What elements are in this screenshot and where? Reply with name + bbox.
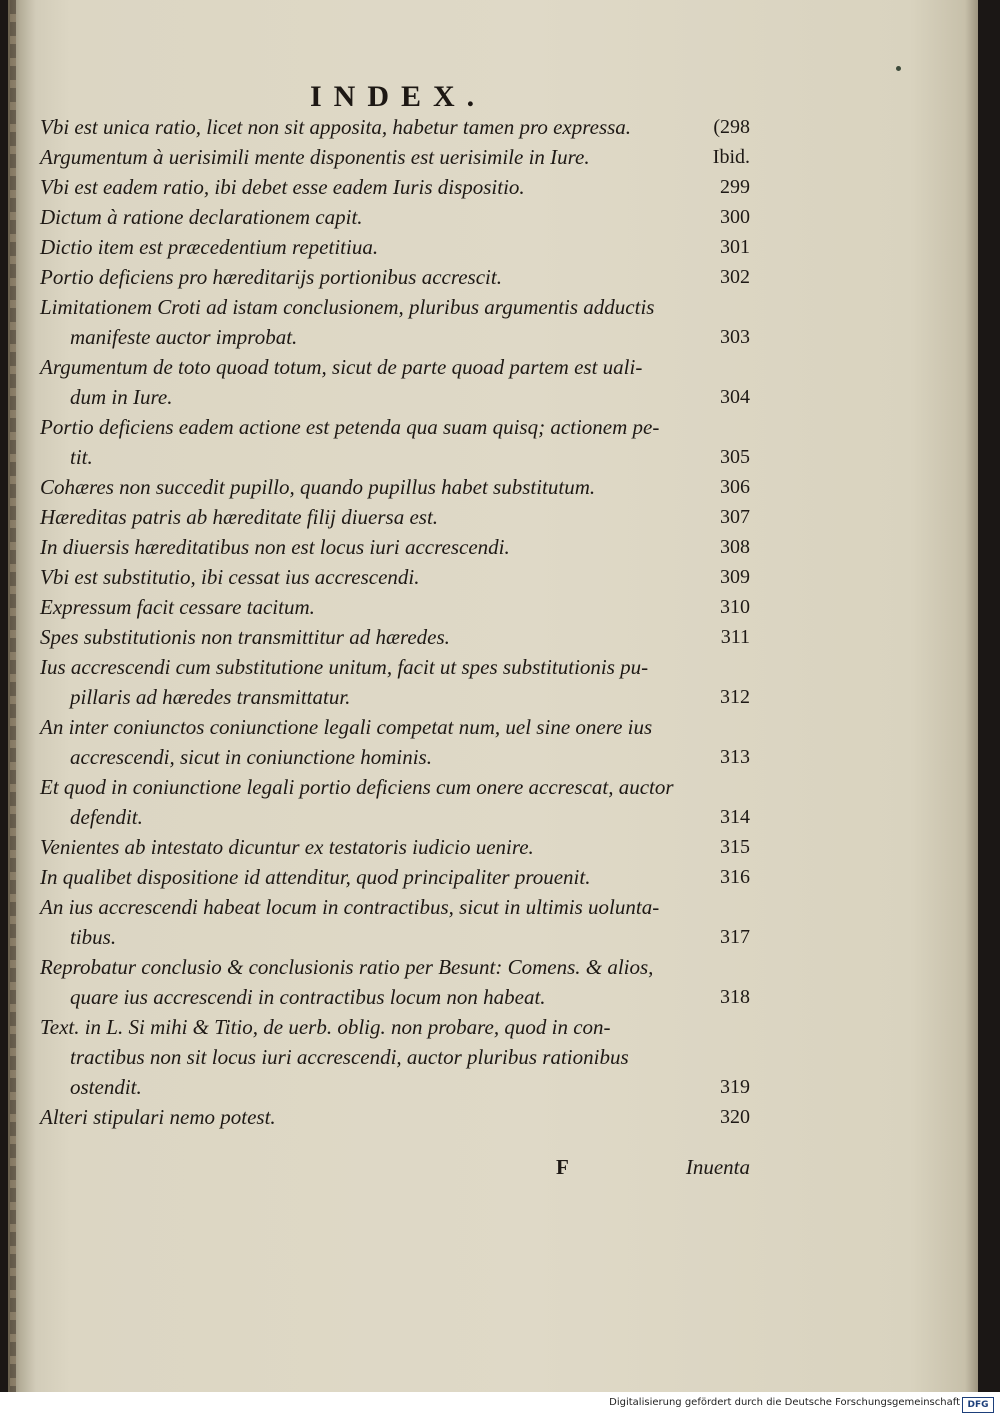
entry-text: Argumentum de toto quoad totum, sicut de parte quoad partem est uali- [40, 355, 643, 379]
entry-text: Alteri stipulari nemo potest. 320 [40, 1102, 750, 1132]
entry-text: Portio deficiens eadem actione est petenda qua suam quisq; actionem pe- [40, 415, 660, 439]
index-entry [40, 652, 750, 712]
entry-text-continuation: defendit. 314 [40, 802, 750, 832]
page-reference: 309 [720, 566, 750, 588]
entry-text: Reprobatur conclusio & conclusionis ratio per Besunt: Comens. & alios, [40, 955, 654, 979]
page-reference: 301 [720, 236, 750, 258]
index-entry [40, 892, 750, 952]
entry-text-continuation: tibus. 317 [40, 922, 750, 952]
index-entry [40, 232, 750, 262]
entry-text-continuation: tit. 305 [40, 442, 750, 472]
index-entry [40, 1102, 750, 1132]
index-entry [40, 712, 750, 772]
page-reference: 306 [720, 476, 750, 498]
dfg-logo: DFG [962, 1397, 994, 1413]
index-entry [40, 202, 750, 232]
page-reference: 315 [720, 836, 750, 858]
credit-text: Digitalisierung gefördert durch die Deutsche Forschungsgemeinschaft [609, 1397, 960, 1408]
index-entry [40, 772, 750, 832]
entry-text: An inter coniunctos coniunctione legali competat num, uel sine onere ius [40, 715, 653, 739]
entry-text-continuation: manifeste auctor improbat. 303 [40, 322, 750, 352]
page-reference: (298 [713, 116, 750, 138]
page-reference: 313 [720, 746, 750, 768]
page-reference: 300 [720, 206, 750, 228]
entry-text: In qualibet dispositione id attenditur, quod principaliter prouenit. 316 [40, 862, 750, 892]
page-reference: 302 [720, 266, 750, 288]
entry-text: Limitationem Croti ad istam conclusionem, pluribus argumentis adductis [40, 295, 655, 319]
entry-text: In diuersis hæreditatibus non est locus iuri accrescendi. 308 [40, 532, 750, 562]
page-spine-edge [10, 0, 16, 1392]
index-entry [40, 562, 750, 592]
entry-text: An ius accrescendi habeat locum in contractibus, sicut in ultimis uolunta- [40, 895, 660, 919]
entry-text-continuation: pillaris ad hæredes transmittatur. 312 [40, 682, 750, 712]
page-reference: 314 [720, 806, 750, 828]
page-reference: 320 [720, 1106, 750, 1128]
index-entry [40, 352, 750, 412]
entry-text: Dictum à ratione declarationem capit. 300 [40, 202, 750, 232]
page-reference: 319 [720, 1076, 750, 1098]
index-entry [40, 1012, 750, 1102]
index-entry [40, 292, 750, 352]
page-reference: 299 [720, 176, 750, 198]
entry-text-continuation: tractibus non sit locus iuri accrescendi, auctor pluribus rationibus [70, 1045, 629, 1069]
page-reference: 308 [720, 536, 750, 558]
entry-text-continuation: accrescendi, sicut in coniunctione hominis. 313 [40, 742, 750, 772]
page-reference: 307 [720, 506, 750, 528]
entry-text: Venientes ab intestato dicuntur ex testatoris iudicio uenire. 315 [40, 832, 750, 862]
page-reference: 304 [720, 386, 750, 408]
entry-text: Ius accrescendi cum substitutione unitum, facit ut spes substitutionis pu- [40, 655, 649, 679]
entry-text: Spes substitutionis non transmittitur ad hæredes. 311 [40, 622, 750, 652]
entry-text: Et quod in coniunctione legali portio deficiens cum onere accrescat, auctor [40, 775, 674, 799]
entry-text: Vbi est eadem ratio, ibi debet esse eadem Iuris dispositio. 299 [40, 172, 750, 202]
catchword: Inuenta [685, 1155, 750, 1179]
entry-text: Vbi est unica ratio, licet non sit apposita, habetur tamen pro expressa. (298 [40, 112, 750, 142]
entry-text: Dictio item est præcedentium repetitiua. 301 [40, 232, 750, 262]
index-entry [40, 412, 750, 472]
index-entry [40, 862, 750, 892]
index-entry [40, 532, 750, 562]
index-entry [40, 112, 750, 142]
entry-text: Argumentum à uerisimili mente disponentis est uerisimile in Iure. Ibid. [40, 142, 750, 172]
entry-text: Text. in L. Si mihi & Titio, de uerb. oblig. non probare, quod in con- [40, 1015, 611, 1039]
page-reference: 312 [720, 686, 750, 708]
paper-speck [896, 66, 901, 71]
index-entry [40, 832, 750, 862]
entry-text: Expressum facit cessare tacitum. 310 [40, 592, 750, 622]
book-page [8, 0, 978, 1392]
index-entry [40, 592, 750, 622]
signature-mark: F [556, 1155, 569, 1179]
entry-text-continuation: ostendit. 319 [40, 1072, 750, 1102]
page-reference: 311 [720, 626, 750, 648]
credit-bar [0, 1392, 1000, 1417]
entry-text: Vbi est substitutio, ibi cessat ius accrescendi. 309 [40, 562, 750, 592]
index-entry [40, 262, 750, 292]
page-footer-marks [550, 1155, 750, 1185]
entry-text: Hæreditas patris ab hæreditate filij diuersa est. 307 [40, 502, 750, 532]
entry-text: Cohæres non succedit pupillo, quando pupillus habet substitutum. 306 [40, 472, 750, 502]
index-entry [40, 952, 750, 1012]
entry-text: Portio deficiens pro hæreditarijs portionibus accrescit. 302 [40, 262, 750, 292]
page-reference: 316 [720, 866, 750, 888]
page-reference: 305 [720, 446, 750, 468]
index-entry [40, 622, 750, 652]
entry-text-continuation: quare ius accrescendi in contractibus locum non habeat. 318 [40, 982, 750, 1012]
entry-text-continuation: dum in Iure. 304 [40, 382, 750, 412]
page-reference: 310 [720, 596, 750, 618]
page-reference: 318 [720, 986, 750, 1008]
page-reference: Ibid. [712, 146, 750, 168]
index-entry [40, 472, 750, 502]
index-entry [40, 142, 750, 172]
running-head: INDEX. [310, 80, 487, 113]
page-reference: 317 [720, 926, 750, 948]
index-entry [40, 502, 750, 532]
index-entry [40, 172, 750, 202]
page-reference: 303 [720, 326, 750, 348]
index-entries [40, 112, 750, 1132]
